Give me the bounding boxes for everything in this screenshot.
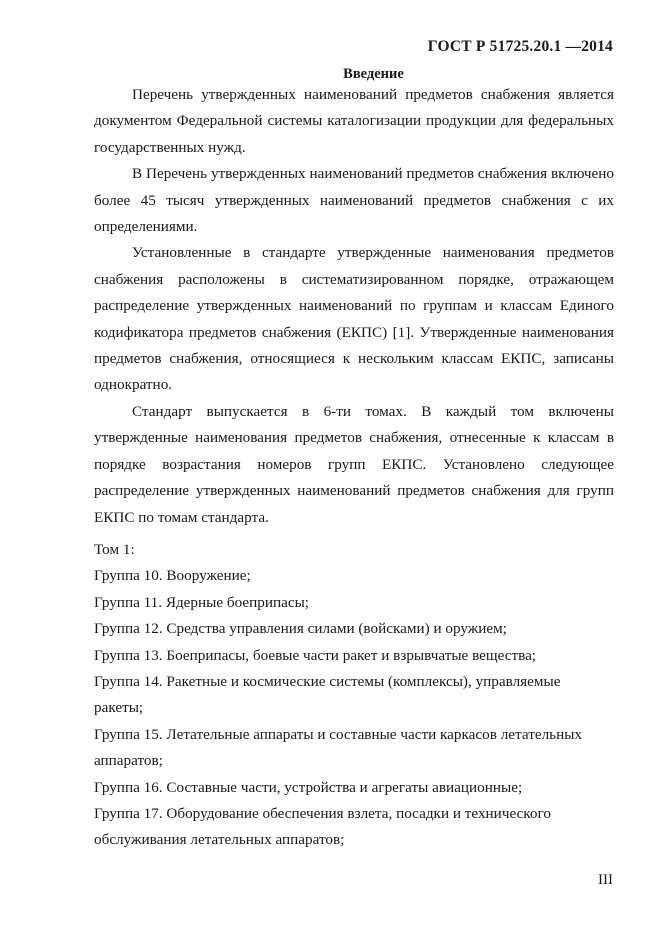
group-item: Группа 17. Оборудование обеспечения взлета, посадки и технического обслуживания летательных аппаратов; — [94, 805, 551, 849]
section-title: Введение — [343, 66, 404, 82]
introduction-body — [94, 82, 614, 531]
volume-label: Том 1: — [94, 541, 135, 558]
group-item: Группа 11. Ядерные боеприпасы; — [94, 593, 310, 611]
group-item: Группа 13. Боеприпасы, боевые части ракет и взрывчатые вещества; — [94, 646, 537, 664]
group-item: Группа 14. Ракетные и космические системы (комплексы), управляемые ракеты; — [94, 673, 561, 717]
standard-header: ГОСТ Р 51725.20.1 —2014 — [427, 38, 613, 55]
paragraph: Установленные в стандарте утвержденные наименования предметов снабжения расположены в систематизированном порядке, отражающем распределение утвержденных наименований по группам и классам Единого кодификатора предметов снабжения (ЕКПС) [1]. Утвержденные наименования предметов снабжения, относящиеся к нескольким классам ЕКПС, записаны однократно. — [94, 244, 614, 394]
group-item: Группа 16. Составные части, устройства и агрегаты авиационные; — [94, 778, 523, 796]
paragraph: Стандарт выпускается в 6-ти томах. В каждый том включены утвержденные наименования предметов снабжения, отнесенные к классам в порядке возрастания номеров групп ЕКПС. Установлено следующее распределение утвержденных наименований предметов снабжения для групп ЕКПС по томам стандарта. — [94, 402, 614, 526]
group-item: Группа 12. Средства управления силами (войсками) и оружием; — [94, 620, 507, 638]
group-item: Группа 10. Вооружение; — [94, 567, 251, 585]
group-item: Группа 15. Летательные аппараты и составные части каркасов летательных аппаратов; — [94, 725, 583, 770]
paragraph: В Перечень утвержденных наименований предметов снабжения включено более 45 тысяч утвержденных наименований предметов снабжения с их определениями. — [94, 165, 614, 236]
paragraph: Перечень утвержденных наименований предметов снабжения является документом Федеральной системы каталогизации продукции для федеральных государственных нужд. — [94, 86, 614, 156]
page-number: III — [598, 872, 613, 888]
volume-group-list — [94, 537, 604, 854]
